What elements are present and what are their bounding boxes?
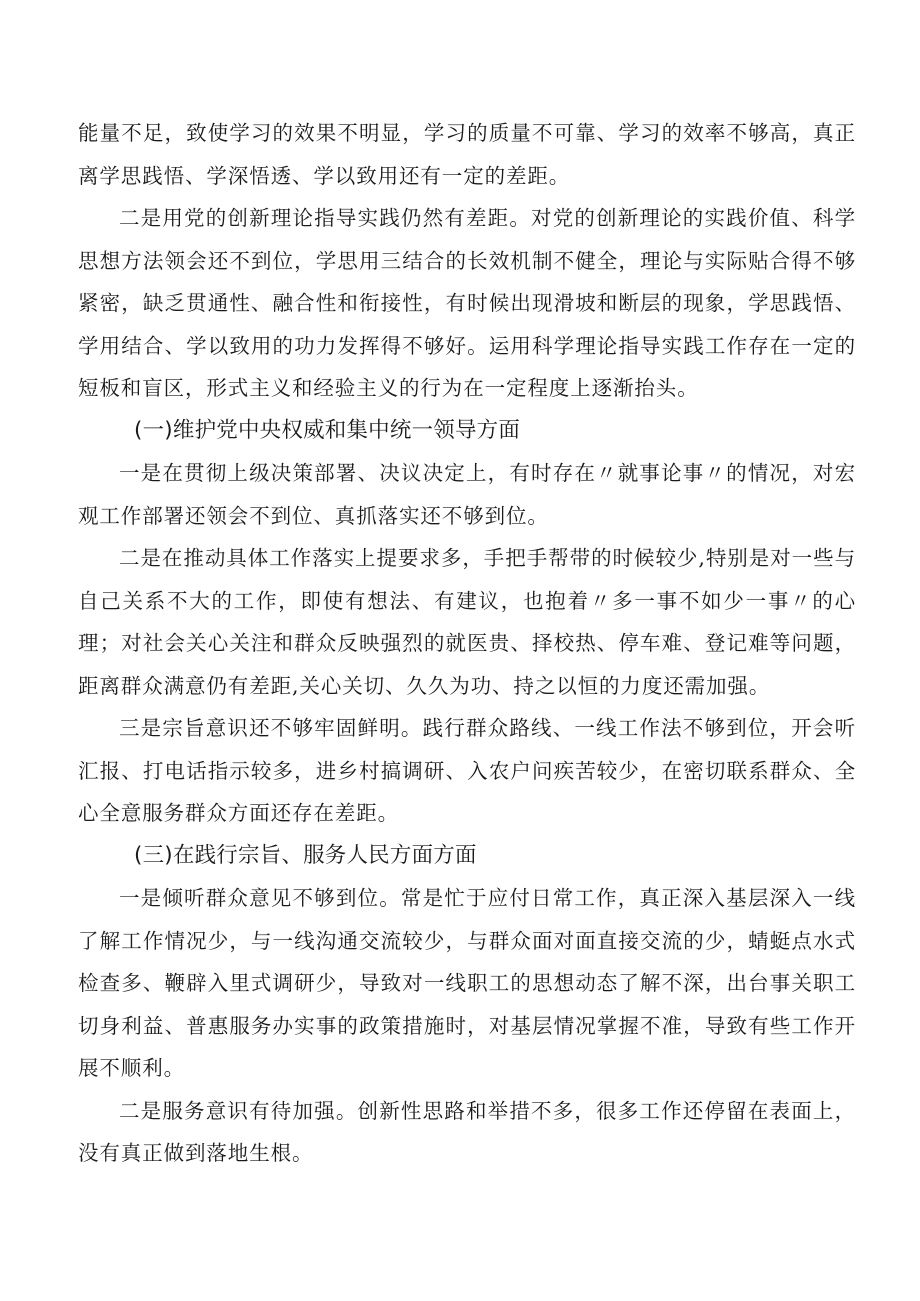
section-heading-one: (一)维护党中央权威和集中统一领导方面: [134, 417, 521, 443]
paragraph-purpose-awareness: 三是宗旨意识还不够牢固鲜明。践行群众路线、一线工作法不够到位，开会听汇报、打电话指示较多，进乡村搞调研、入农户问疾苦较少，在密切联系群众、全心全意服务群众方面还存在差距。: [78, 716, 856, 825]
section-heading-three: (三)在践行宗旨、服务人民方面方面: [134, 842, 477, 868]
paragraph-decision-implementation: 一是在贯彻上级决策部署、决议决定上，有时存在〃就事论事〃的情况，对宏观工作部署还领会不到位、真抓落实还不够到位。: [78, 461, 856, 528]
paragraph-work-promotion: 二是在推动具体工作落实上提要求多，手把手帮带的时候较少,特别是对一些与自己关系不大的工作，即使有想法、有建议，也抱着〃多一事不如少一事〃的心理；对社会关心关注和群众反映强烈的就医贵、择校热、停车难、登记难等问题，距离群众满意仍有差距,关心关切、久久为功、持之以恒的力度还需加强。: [78, 546, 856, 698]
paragraph-listening-to-masses: 一是倾听群众意见不够到位。常是忙于应付日常工作，真正深入基层深入一线了解工作情况少，与一线沟通交流较少，与群众面对面直接交流的少，蜻蜓点水式检查多、鞭辟入里式调研少，导致对一线职工的思想动态了解不深，出台事关职工切身利益、普惠服务办实事的政策措施时，对基层情况掌握不准，导致有些工作开展不顺利。: [78, 886, 856, 1080]
paragraph-service-awareness: 二是服务意识有待加强。创新性思路和举措不多，很多工作还停留在表面上，没有真正做到落地生根。: [78, 1098, 856, 1165]
paragraph-study-gap-continued: 能量不足，致使学习的效果不明显，学习的质量不可靠、学习的效率不够高，真正离学思践悟、学深悟透、学以致用还有一定的差距。: [78, 121, 856, 188]
document-page: [78, 112, 856, 1175]
paragraph-theory-practice-gap: 二是用党的创新理论指导实践仍然有差距。对党的创新理论的实践价值、科学思想方法领会还不到位，学思用三结合的长效机制不健全，理论与实际贴合得不够紧密，缺乏贯通性、融合性和衔接性，有时候出现滑坡和断层的现象，学思践悟、学用结合、学以致用的功力发挥得不够好。运用科学理论指导实践工作存在一定的短板和盲区，形式主义和经验主义的行为在一定程度上逐渐抬头。: [78, 206, 856, 400]
